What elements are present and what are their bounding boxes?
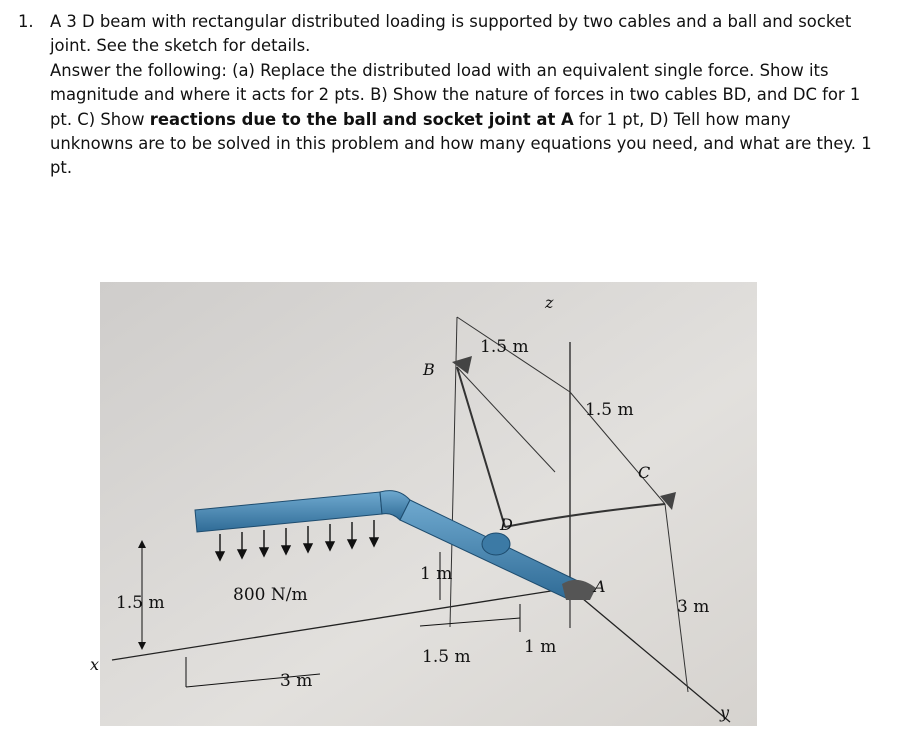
label-dim-3m-bottom: 3 m (280, 671, 313, 691)
part-c-bold: reactions due to the ball and socket joint at A (149, 109, 574, 129)
part-b: B) Show the nature of forces in two cables BD, and DC for 1 pt. (50, 85, 861, 129)
part-c-prefix: C) Show (77, 109, 145, 129)
label-dim-1-5m-bottom: 1.5 m (422, 647, 471, 667)
label-dim-3m-right: 3 m (677, 597, 710, 617)
part-a: Answer the following: (a) Replace the distributed load with an equivalent single force. Show its magnitude and where it acts for 2 pts. (50, 60, 829, 105)
label-D: D (500, 515, 513, 534)
part-c-suffix: for 1 pt, (578, 109, 645, 129)
label-A: A (594, 577, 606, 596)
label-x: x (90, 655, 100, 674)
label-dim-top-BD: 1.5 m (480, 337, 529, 357)
question-block (18, 10, 878, 181)
label-B: B (423, 360, 435, 379)
label-load: 800 N/m (233, 585, 308, 605)
label-z: z (545, 293, 554, 312)
question-text (50, 10, 878, 181)
collar-D (482, 533, 510, 555)
label-dim-top-C: 1.5 m (585, 400, 634, 420)
question-parts (50, 59, 878, 181)
sketch-svg (90, 282, 757, 726)
beam-sketch (90, 282, 757, 726)
part-d: D) Tell how many unknowns are to be solved in this problem and how many equations you need, and what are they. 1 pt. (50, 109, 872, 178)
label-dim-1m-vertical: 1 m (420, 564, 453, 584)
label-y: y (720, 703, 730, 722)
label-dim-left: 1.5 m (116, 593, 165, 613)
label-dim-1m-bottom: 1 m (524, 637, 557, 657)
label-C: C (638, 463, 651, 482)
question-number: 1. (18, 12, 34, 31)
question-intro: A 3 D beam with rectangular distributed loading is supported by two cables and a ball and socket joint. See the sketch for details. (50, 12, 852, 56)
